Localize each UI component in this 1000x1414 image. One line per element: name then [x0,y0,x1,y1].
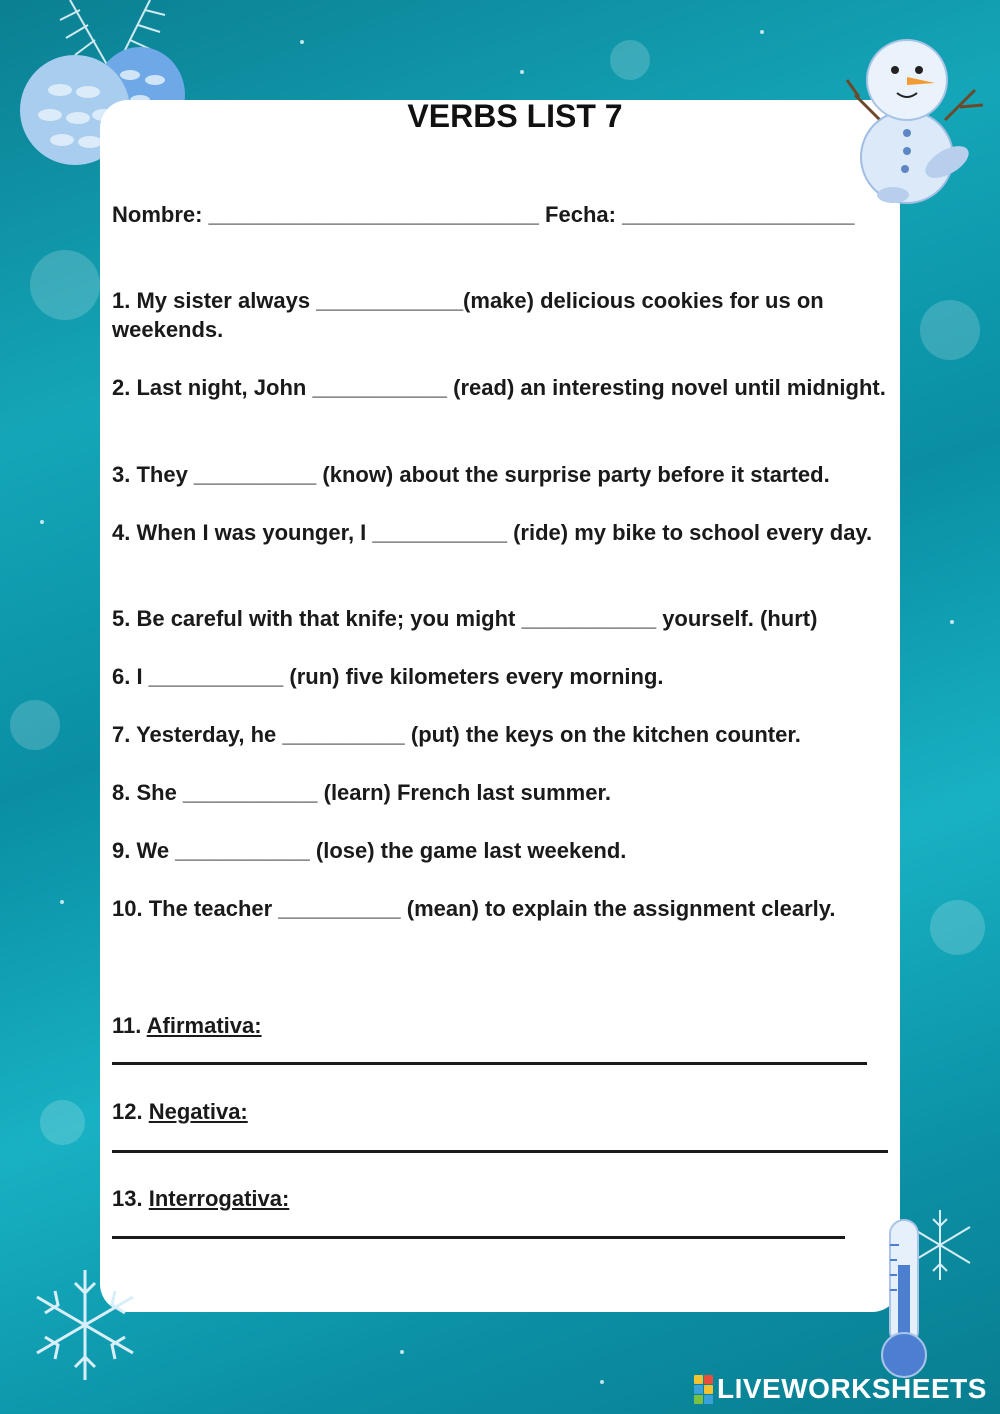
answer-line-13[interactable] [112,1236,845,1239]
snow-sparkle [300,40,304,44]
question-10[interactable]: 10. The teacher __________ (mean) to explain the assignment clearly. [112,896,836,921]
snowflake-icon [25,1265,145,1385]
sentence-number: 12. [112,1099,143,1124]
question-5[interactable]: 5. Be careful with that knife; you might ___________ yourself. (hurt) [112,606,818,631]
bokeh-light [930,900,985,955]
bokeh-light [610,40,650,80]
sentence-11-label [112,1011,262,1040]
snow-sparkle [950,620,954,624]
sentence-type: Interrogativa: [148,1186,290,1211]
bokeh-light [30,250,100,320]
thermometer-icon [875,1205,980,1385]
snow-sparkle [400,1350,404,1354]
sentence-number: 11. [112,1013,142,1038]
name-field[interactable]: Nombre: ___________________________ [112,202,539,227]
answer-line-11[interactable] [112,1062,867,1065]
question-1[interactable]: 1. My sister always ____________(make) delicious cookies for us on weekends. [112,288,824,342]
question-9[interactable]: 9. We ___________ (lose) the game last weekend. [112,838,627,863]
sentence-type: Negativa: [148,1099,248,1124]
question-8[interactable]: 8. She ___________ (learn) French last summer. [112,780,611,805]
question-3[interactable]: 3. They __________ (know) about the surprise party before it started. [112,462,830,487]
sentence-type: Afirmativa: [146,1013,262,1038]
snow-sparkle [40,520,44,524]
sentence-number: 13. [112,1186,143,1211]
bokeh-light [10,700,60,750]
snow-sparkle [520,70,524,74]
sentence-12-label [112,1097,248,1126]
worksheet-sheet [100,100,900,1312]
answer-line-12[interactable] [112,1150,888,1153]
date-field[interactable]: Fecha: ___________________ [545,202,855,227]
question-2[interactable]: 2. Last night, John ___________ (read) an interesting novel until midnight. [112,375,886,400]
page-title: VERBS LIST 7 [407,98,623,134]
liveworksheets-logo[interactable] [694,1373,987,1405]
bokeh-light [40,1100,85,1145]
logo-text: LIVEWORKSHEETS [717,1373,987,1404]
question-4[interactable]: 4. When I was younger, I ___________ (ride) my bike to school every day. [112,520,873,545]
logo-mark-icon [694,1375,713,1404]
question-6[interactable]: 6. I ___________ (run) five kilometers every morning. [112,664,664,689]
sentence-13-label [112,1184,289,1213]
snow-sparkle [760,30,764,34]
snow-sparkle [600,1380,604,1384]
snow-sparkle [60,900,64,904]
bokeh-light [920,300,980,360]
question-7[interactable]: 7. Yesterday, he __________ (put) the keys on the kitchen counter. [112,722,801,747]
header-line [112,200,855,229]
